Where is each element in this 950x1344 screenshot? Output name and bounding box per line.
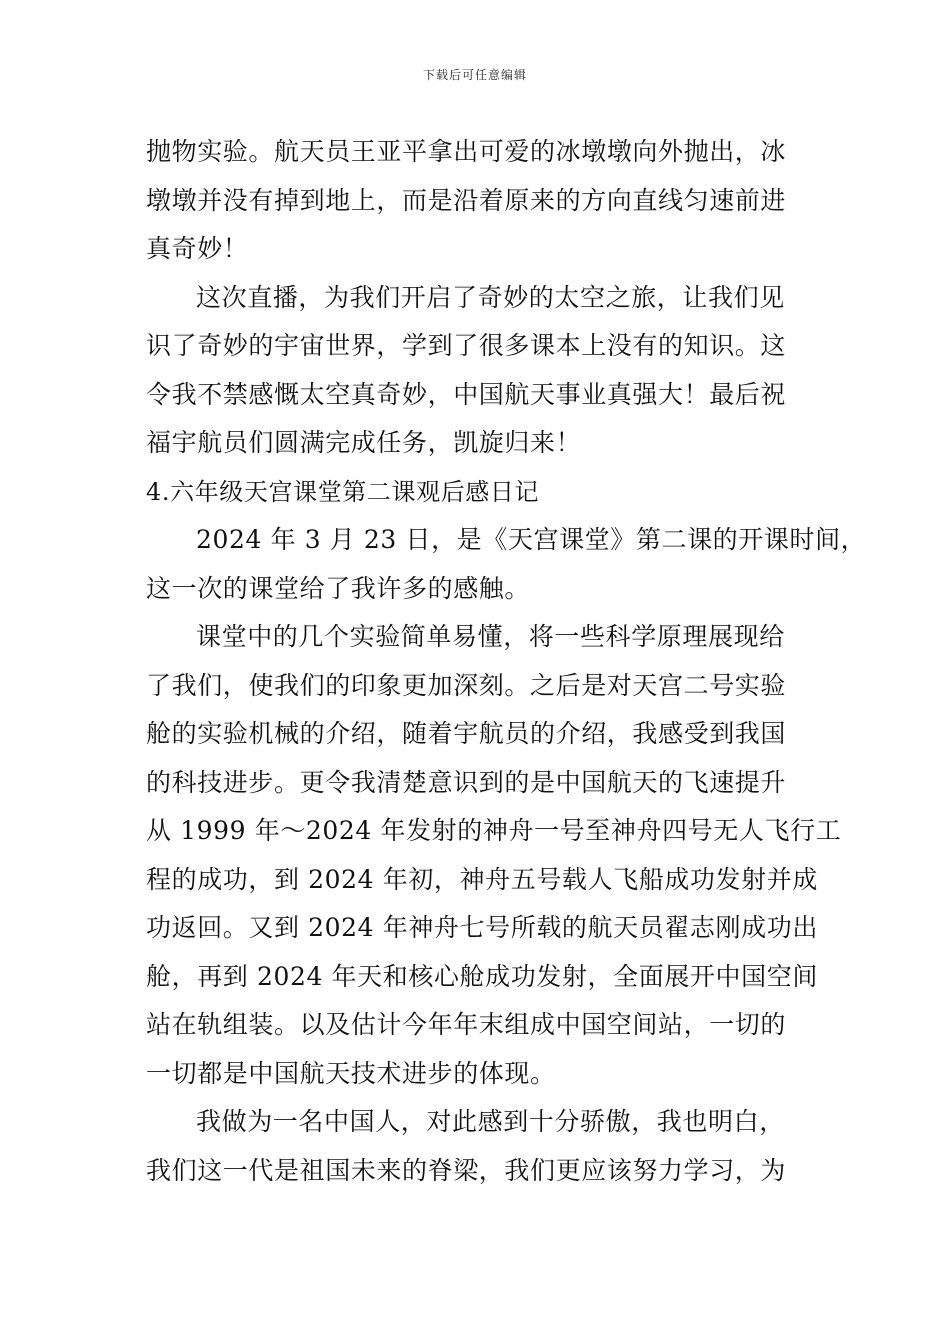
text-line: 功返回。又到 2024 年神舟七号所载的航天员翟志刚成功出 xyxy=(146,913,818,942)
text-line: 了我们，使我们的印象更加深刻。之后是对天宫二号实验 xyxy=(146,670,787,700)
text-line: 站在轨组装。以及估计今年年末组成中国空间站，一切的 xyxy=(146,1010,787,1039)
document-body xyxy=(146,128,867,1195)
text-line: 福宇航员们圆满完成任务，凯旋归来！ xyxy=(146,428,582,457)
paragraph-start-line: 我做为一名中国人，对此感到十分骄傲，我也明白， xyxy=(196,1107,785,1136)
text-line: 一切都是中国航天技术进步的体现。 xyxy=(146,1058,556,1088)
paragraph-start-line: 课堂中的几个实验简单易懂，将一些科学原理展现给 xyxy=(196,622,785,651)
text-line: 令我不禁感慨太空真奇妙，中国航天事业真强大！最后祝 xyxy=(146,379,787,409)
section-heading: 4.六年级天宫课堂第二课观后感日记 xyxy=(146,477,540,506)
text-line: 舱的实验机械的介绍，随着宇航员的介绍，我感受到我国 xyxy=(146,719,787,748)
paragraph-start-line: 这次直播，为我们开启了奇妙的太空之旅，让我们见 xyxy=(196,282,785,312)
paragraph-start-line: 2024 年 3 月 23 日，是《天宫课堂》第二课的开课时间， xyxy=(196,525,867,554)
text-line: 我们这一代是祖国未来的脊梁，我们更应该努力学习，为 xyxy=(146,1155,787,1185)
text-line: 程的成功，到 2024 年初，神舟五号载人飞船成功发射并成 xyxy=(146,864,818,894)
text-line: 从 1999 年～2024 年发射的神舟一号至神舟四号无人飞行工 xyxy=(146,816,842,845)
text-line: 识了奇妙的宇宙世界，学到了很多课本上没有的知识。这 xyxy=(146,331,787,360)
text-line: 真奇妙！ xyxy=(146,234,249,263)
text-line: 这一次的课堂给了我许多的感触。 xyxy=(146,573,531,603)
text-line: 舱，再到 2024 年天和核心舱成功发射，全面展开中国空间 xyxy=(146,961,818,991)
text-line: 墩墩并没有掉到地上，而是沿着原来的方向直线匀速前进 xyxy=(146,185,787,215)
text-line: 抛物实验。航天员王亚平拿出可爱的冰墩墩向外抛出，冰 xyxy=(146,137,787,166)
page-header-note: 下载后可任意编辑 xyxy=(422,68,527,82)
text-line: 的科技进步。更令我清楚意识到的是中国航天的飞速提升 xyxy=(146,767,787,797)
